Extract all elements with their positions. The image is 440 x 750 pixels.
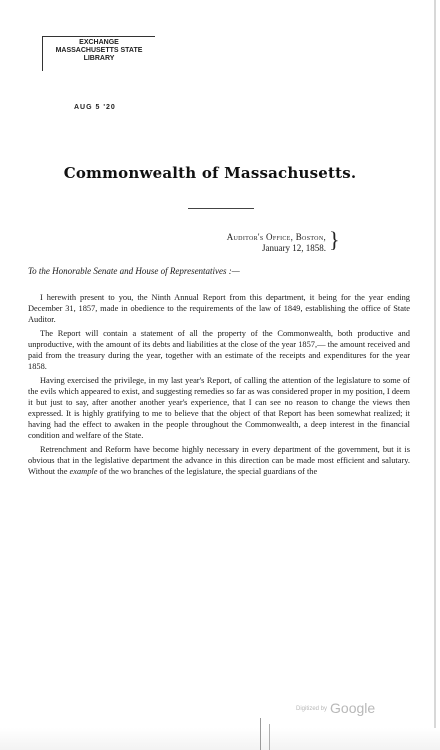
paragraph-2: The Report will contain a statement of all the property of the Commonwealth, both productive and unproductive, with the amount of its debts and liabilities at the close of the year 1857,— the amount received and paid from the treasury during the year, together with an estimate of the receipts and expenditures for the year 1858.: [28, 329, 410, 371]
page-edge: [434, 0, 436, 750]
library-stamp: [42, 36, 155, 71]
paragraph-4-emphasis: example: [69, 467, 98, 476]
dateline-date: January 12, 1858.: [262, 243, 326, 253]
stamp-line-1: EXCHANGE: [79, 39, 119, 46]
dateline-brace: }: [329, 227, 340, 252]
google-watermark: [296, 700, 375, 716]
paragraph-1: I herewith present to you, the Ninth Annual Report from this department, it being for the year ending December 31, 1857, made in obedience to the requirements of the law of 1849, establishing the office of State Auditor.: [28, 293, 410, 324]
paragraph-4: [28, 444, 410, 477]
report-body: [28, 292, 410, 480]
stamp-line-3: LIBRARY: [83, 55, 115, 62]
page-title: Commonwealth of Massachusetts.: [63, 164, 357, 182]
stamp-date: AUG 5 '20: [74, 104, 116, 111]
paragraph-4-end: of the wo branches of the legislature, the special guardians of the: [97, 467, 318, 476]
dateline: [150, 232, 326, 254]
salutation: To the Honorable Senate and House of Representatives :—: [28, 266, 240, 276]
watermark-brand: Google: [330, 700, 376, 716]
paragraph-3: Having exercised the privilege, in my last year's Report, of calling the attention of the legislature to some of the evils which appeared to exist, and suggesting remedies so far as was considered proper in my position, I deem it but just to say, after another another year's experience, that I can see no reason to change the views then expressed. It is highly gratifying to me to believe that the object of that Report has been somewhat realized; it having had the effect to awaken in the people throughout the Commonwealth, a deep interest in the financial condition and welfare of the State.: [28, 376, 410, 440]
title-rule: [188, 208, 254, 209]
dateline-office: Auditor's Office, Boston,: [226, 232, 326, 242]
stamp-line-2: MASSACHUSETTS STATE: [55, 47, 143, 54]
page-bottom-shadow: [0, 728, 440, 750]
watermark-prefix: Digitized by: [296, 706, 328, 713]
binding-marks: [260, 718, 301, 750]
paragraph-4-start: Retrenchment and Reform have become highly necessary in every department of the government, but it is obvious that in the legislative department the advance in this direction can be made most efficient and salutary. Without the: [28, 445, 410, 476]
